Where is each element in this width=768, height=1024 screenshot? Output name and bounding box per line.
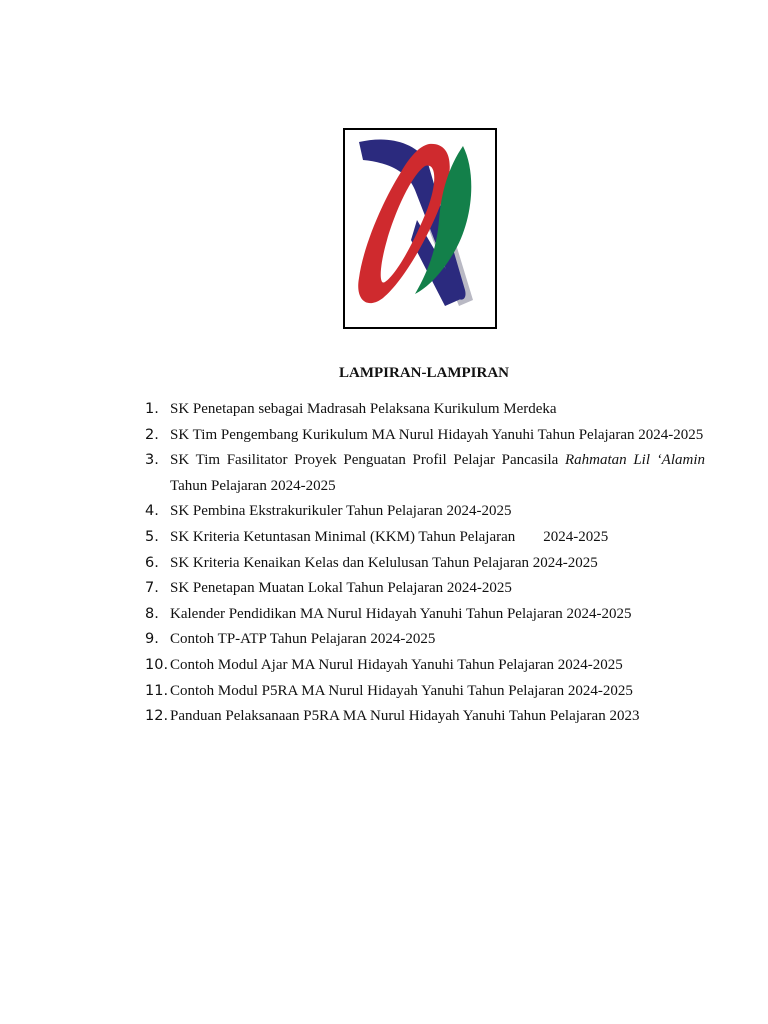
logo-emblem-icon xyxy=(345,130,495,327)
list-item xyxy=(145,423,705,449)
list-item xyxy=(145,551,705,577)
list-number: 11. xyxy=(145,682,169,699)
list-number: 5. xyxy=(145,528,159,545)
list-item xyxy=(145,704,705,730)
list-text-part: Tahun Pelajaran 2024-2025 xyxy=(170,477,336,494)
page-title: LAMPIRAN-LAMPIRAN xyxy=(339,365,509,381)
list-number: 1. xyxy=(145,401,159,417)
list-text: Panduan Pelaksanaan P5RA MA Nurul Hidayah Yanuhi Tahun Pelajaran 2023 xyxy=(170,708,640,725)
list-text: Contoh TP-ATP Tahun Pelajaran 2024-2025 xyxy=(170,631,436,648)
list-text: Contoh Modul Ajar MA Nurul Hidayah Yanuhi Tahun Pelajaran 2024-2025 xyxy=(170,656,623,673)
list-text: SK Tim Pengembang Kurikulum MA Nurul Hidayah Yanuhi Tahun Pelajaran 2024-2025 xyxy=(170,426,704,443)
list-text: SK Pembina Ekstrakurikuler Tahun Pelajaran 2024-2025 xyxy=(170,503,512,520)
list-item xyxy=(145,576,705,602)
list-text: SK Penetapan sebagai Madrasah Pelaksana Kurikulum Merdeka xyxy=(170,401,557,417)
list-text: SK Kriteria Kenaikan Kelas dan Kelulusan Tahun Pelajaran 2024-2025 xyxy=(170,554,598,571)
list-text-part: SK Tim Fasilitator Proyek Penguatan Profil Pelajar Pancasila xyxy=(170,452,565,469)
list-item xyxy=(145,602,705,628)
list-text-part: SK Kriteria Ketuntasan Minimal (KKM) Tahun Pelajaran xyxy=(170,528,516,545)
list-item xyxy=(145,499,705,525)
list-number: 6. xyxy=(145,554,159,571)
list-text xyxy=(170,525,705,551)
list-text: Contoh Modul P5RA MA Nurul Hidayah Yanuhi Tahun Pelajaran 2024-2025 xyxy=(170,682,633,699)
list-number: 10. xyxy=(145,656,169,673)
list-text-italic: Rahmatan Lil ‘Alamin xyxy=(565,452,706,469)
list-number: 2. xyxy=(145,426,159,443)
list-number: 12. xyxy=(145,708,169,725)
list-text: Kalender Pendidikan MA Nurul Hidayah Yanuhi Tahun Pelajaran 2024-2025 xyxy=(170,605,632,622)
list-text-part: 2024-2025 xyxy=(543,528,609,545)
list-item xyxy=(145,627,705,653)
list-text xyxy=(170,448,705,499)
list-item xyxy=(145,448,705,499)
list-number: 9. xyxy=(145,631,159,648)
institution-logo xyxy=(343,128,497,329)
list-number: 7. xyxy=(145,580,159,597)
list-item xyxy=(145,397,705,423)
list-item xyxy=(145,679,705,705)
list-item xyxy=(145,653,705,679)
list-number: 3. xyxy=(145,452,159,469)
list-number: 8. xyxy=(145,605,159,622)
list-number: 4. xyxy=(145,503,159,520)
list-text: SK Penetapan Muatan Lokal Tahun Pelajaran 2024-2025 xyxy=(170,580,512,597)
attachment-list xyxy=(145,397,705,730)
list-item xyxy=(145,525,705,551)
